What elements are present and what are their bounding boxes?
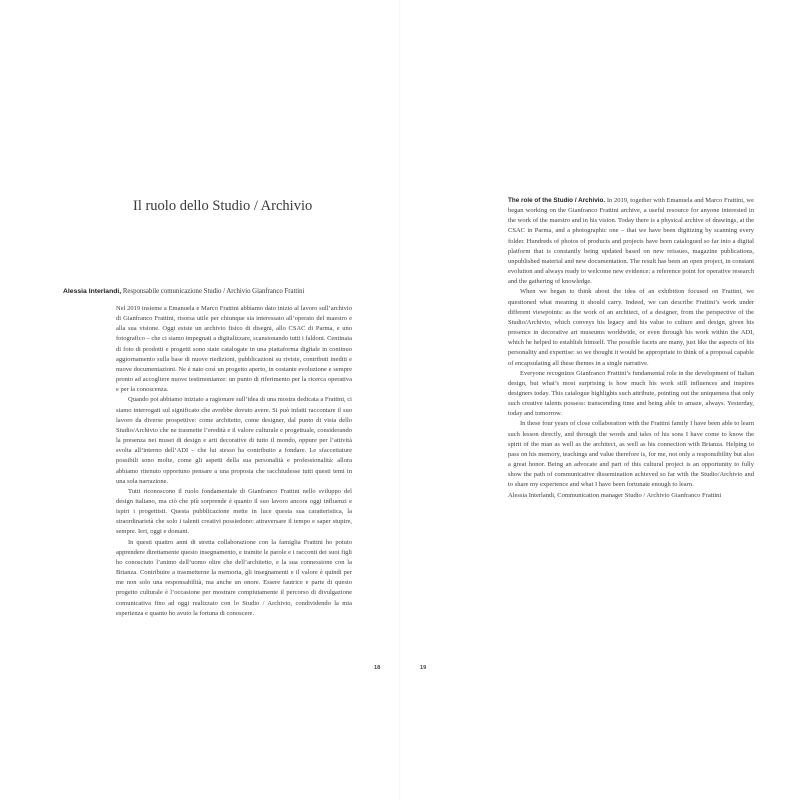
paragraph: Tutti riconoscono il ruolo fondamentale di Gianfranco Frattini nello sviluppo del design italiano, ma ciò che più sorprende è quanto il suo lavoro ancora oggi influenzi e ispiri i progettisti. Questa pubblicazione mette in luce questa sua caratteristica, la straordinarietà che solo i talenti creativi possiedono: attraversare il tempo e saper stupire, sempre. Ieri, oggi e domani.: [116, 487, 352, 536]
italian-body-text: [116, 304, 352, 619]
paragraph: Quando poi abbiamo iniziato a ragionare sull’idea di una mostra dedicata a Frattini, ci siamo interrogati sul significato che avrebbe dovuto avere. Si può infatti raccontare il suo lavoro da diverse prospettive: come architetto, come designer, dal punto di vista dello Studio/Archivio che ne trasmette l’eredità e il valore culturale e progettuale, considerando la presenza nei musei di design e arti decorative di tutto il mondo, oppure per l’attività svolta all’interno dell’ADI – che lui stesso ha contribuito a fondare. Le sfaccettature possibili sono molte, come gli aspetti della sua personalità e professionalità: allora abbiamo ritenuto opportuno pensare a una proposta che racchiudesse tutti questi temi in una sola narrazione.: [116, 396, 352, 485]
paragraph: When we began to think about the idea of an exhibition focused on Frattini, we questioned what meaning it should carry. Indeed, we can describe Frattini’s work under different viewpoints: as the work of an architect, of a designer, from the perspective of the Studio/Archivio, which conveys his legacy and his value to culture and design, given his presence in decorative art museums worldwide, or even through his work within the ADI, which he helped to establish himself. The possible facets are many, just like the aspects of his personality and expertise: so we thought it would be appropriate to think of a proposal capable of encapsulating all these themes in a single narrative.: [508, 288, 754, 367]
author-name: Alessia Interlandi,: [63, 288, 122, 295]
page-number-left: 18: [374, 665, 381, 671]
author-signature: Alessia Interlandi, Communication manager Studio / Archivio Gianfranco Frattini: [508, 491, 722, 499]
paragraph: [508, 196, 754, 287]
author-role: Responsabile comunicazione Studio / Archivio Gianfranco Frattini: [122, 288, 305, 295]
paragraph: In these four years of close collaboration with the Frattini family I have been able to learn such lesson directly, and through the words and tales of his sons I have come to know the spirit of the man as well as the architect, as well as his connection with Brianza. Helping to pass on his memory, teachings and value therefore is, for me, not only a responsibility but also a great honor. Being an advocate and part of this cultural project is an opportunity to fully show the path of communicative dissemination achieved so far with the Studio/Archivio and to share my experience and what I have been fortunate enough to learn.: [508, 420, 754, 489]
author-byline: [63, 288, 304, 295]
english-body-text: [508, 196, 754, 501]
paragraph: In questi quattro anni di stretta collaborazione con la famiglia Frattini ho potuto apprendere direttamente questo insegnamento, e tramite le parole e i racconti dei suoi figli ho conosciuto l’animo dell’uomo oltre che dell’architetto, e la sua connessione con la Brianza. Contribuire a trasmetterne la memoria, gli insegnamenti e il valore è quindi per me non solo una responsabilità, ma anche un onore. Essere fautrice e parte di questo progetto culturale è l’occasione per mostrare compiutamente il percorso di divulgazione comunicativa fino ad oggi realizzato con lo Studio / Archivio, condividendo la mia esperienza e quanto ho avuto la fortuna di conoscere.: [116, 538, 352, 617]
lead-in-heading: The role of the Studio / Archivio.: [508, 197, 606, 204]
section-title: Il ruolo dello Studio / Archivio: [133, 198, 313, 214]
paragraph-text: In 2019, together with Emanuela and Marco Frattini, we began working on the Gianfranco Frattini archive, a useful resource for anyone interested in the work of the maestro and in his vision. Today there is a physical archive of drawings, at the CSAC in Parma, and a photographic one – that we have been digitizing by scanning every folder. Hundreds of photos of products and projects have been catalogued so far into a digital platform that is constantly being updated based on new reissues, magazine publications, unpublished material and new documentation. The result has been an open project, in constant evolution and always ready to welcome new evidence: a reference point for operative research and the gathering of knowledge.: [508, 197, 754, 286]
paragraph: Everyone recognizes Gianfranco Frattini’s fundamental role in the development of Italian design, but what’s most surprising is how much his work still influences and inspires designers today. This catalogue highlights such attribute, pointing out the uniqueness that only such creative talents possess: transcending time and being able to amaze, always. Yesterday, today and tomorrow.: [508, 369, 754, 418]
book-gutter: [399, 0, 401, 800]
paragraph: Nel 2019 insieme a Emanuela e Marco Frattini abbiamo dato inizio al lavoro sull’archivio di Gianfranco Frattini, risorsa utile per chiunque sia interessato all’operato del maestro e alla sua visione. Oggi esiste un archivio fisico di disegni, allo CSAC di Parma, e uno fotografico – che ci siamo impegnati a digitalizzare, scansionando tutti i faldoni. Centinaia di foto di prodotti e progetti sono state catalogate in una piattaforma digitale in continuo aggiornamento sulla base di nuove riedizioni, pubblicazioni su riviste, contributi inediti e nuove documentazioni. Ne è nato così un progetto aperto, in costante evoluzione e sempre pronto ad accogliere nuove testimonianze: un punto di riferimento per la ricerca operativa e per la conoscenza.: [116, 305, 352, 394]
page-number-right: 19: [420, 665, 427, 671]
